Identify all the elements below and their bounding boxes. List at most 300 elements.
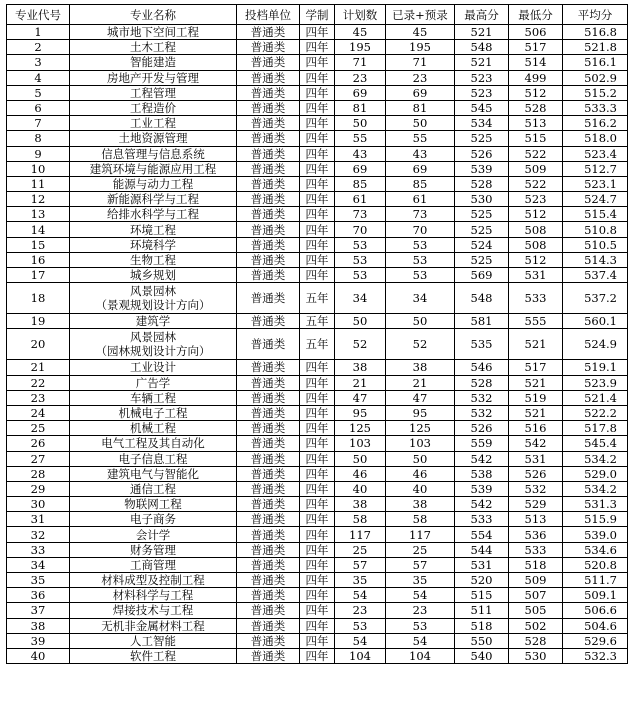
- cell-major-name: 给排水科学与工程: [70, 207, 237, 222]
- cell-min-score: 513: [509, 116, 563, 131]
- cell-admission-unit: 普通类: [237, 314, 300, 329]
- cell-plan-count: 34: [335, 283, 386, 314]
- cell-major-code: 27: [7, 451, 70, 466]
- cell-plan-count: 23: [335, 70, 386, 85]
- cell-admitted-count: 53: [386, 252, 455, 267]
- cell-min-score: 517: [509, 360, 563, 375]
- admission-score-table: [6, 4, 628, 664]
- cell-max-score: 523: [455, 70, 509, 85]
- table-row: [7, 237, 628, 252]
- cell-duration: 四年: [300, 55, 335, 70]
- cell-duration: 四年: [300, 360, 335, 375]
- cell-avg-score: 521.4: [563, 390, 628, 405]
- cell-duration: 四年: [300, 40, 335, 55]
- cell-major-name: 环境工程: [70, 222, 237, 237]
- cell-plan-count: 58: [335, 512, 386, 527]
- table-row: [7, 421, 628, 436]
- cell-plan-count: 95: [335, 405, 386, 420]
- cell-major-code: 38: [7, 618, 70, 633]
- cell-min-score: 512: [509, 85, 563, 100]
- table-row: [7, 466, 628, 481]
- cell-max-score: 548: [455, 283, 509, 314]
- cell-admission-unit: 普通类: [237, 25, 300, 40]
- table-header: [7, 5, 628, 25]
- cell-admission-unit: 普通类: [237, 222, 300, 237]
- cell-admitted-count: 125: [386, 421, 455, 436]
- cell-avg-score: 510.5: [563, 237, 628, 252]
- cell-avg-score: 529.6: [563, 633, 628, 648]
- cell-admission-unit: 普通类: [237, 268, 300, 283]
- cell-admission-unit: 普通类: [237, 360, 300, 375]
- cell-admission-unit: 普通类: [237, 146, 300, 161]
- cell-max-score: 559: [455, 436, 509, 451]
- cell-max-score: 545: [455, 100, 509, 115]
- cell-duration: 四年: [300, 268, 335, 283]
- cell-avg-score: 516.8: [563, 25, 628, 40]
- cell-major-code: 22: [7, 375, 70, 390]
- table-row: [7, 329, 628, 360]
- cell-duration: 四年: [300, 70, 335, 85]
- cell-plan-count: 81: [335, 100, 386, 115]
- cell-min-score: 542: [509, 436, 563, 451]
- cell-plan-count: 38: [335, 497, 386, 512]
- cell-major-code: 37: [7, 603, 70, 618]
- cell-major-code: 18: [7, 283, 70, 314]
- cell-admission-unit: 普通类: [237, 557, 300, 572]
- cell-major-name: 焊接技术与工程: [70, 603, 237, 618]
- cell-major-name: 城乡规划: [70, 268, 237, 283]
- cell-duration: 四年: [300, 222, 335, 237]
- cell-admitted-count: 38: [386, 497, 455, 512]
- cell-min-score: 508: [509, 237, 563, 252]
- cell-max-score: 539: [455, 481, 509, 496]
- table-row: [7, 375, 628, 390]
- cell-avg-score: 509.1: [563, 588, 628, 603]
- table-row: [7, 451, 628, 466]
- cell-admitted-count: 95: [386, 405, 455, 420]
- cell-max-score: 521: [455, 55, 509, 70]
- cell-major-code: 36: [7, 588, 70, 603]
- cell-duration: 四年: [300, 436, 335, 451]
- cell-major-name: 通信工程: [70, 481, 237, 496]
- cell-max-score: 528: [455, 375, 509, 390]
- cell-max-score: 530: [455, 192, 509, 207]
- cell-major-name: 材料科学与工程: [70, 588, 237, 603]
- cell-duration: 四年: [300, 131, 335, 146]
- cell-major-code: 13: [7, 207, 70, 222]
- cell-max-score: 526: [455, 146, 509, 161]
- cell-admitted-count: 69: [386, 85, 455, 100]
- cell-duration: 四年: [300, 542, 335, 557]
- major-name-line: 风景园林: [130, 330, 176, 345]
- cell-admission-unit: 普通类: [237, 55, 300, 70]
- cell-major-name: 电子信息工程: [70, 451, 237, 466]
- cell-major-code: 19: [7, 314, 70, 329]
- cell-admission-unit: 普通类: [237, 237, 300, 252]
- cell-plan-count: 54: [335, 588, 386, 603]
- cell-major-code: 20: [7, 329, 70, 360]
- cell-admission-unit: 普通类: [237, 116, 300, 131]
- cell-min-score: 512: [509, 207, 563, 222]
- cell-max-score: 521: [455, 25, 509, 40]
- cell-admitted-count: 47: [386, 390, 455, 405]
- header-major-code: 专业代号: [7, 5, 70, 25]
- cell-duration: 四年: [300, 588, 335, 603]
- cell-min-score: 531: [509, 451, 563, 466]
- cell-min-score: 499: [509, 70, 563, 85]
- header-row: [7, 5, 628, 25]
- cell-admitted-count: 54: [386, 633, 455, 648]
- cell-admitted-count: 23: [386, 603, 455, 618]
- cell-plan-count: 104: [335, 648, 386, 663]
- cell-major-code: 21: [7, 360, 70, 375]
- cell-avg-score: 515.4: [563, 207, 628, 222]
- cell-duration: 五年: [300, 329, 335, 360]
- table-row: [7, 268, 628, 283]
- cell-duration: 四年: [300, 85, 335, 100]
- cell-admission-unit: 普通类: [237, 648, 300, 663]
- cell-min-score: 507: [509, 588, 563, 603]
- cell-admission-unit: 普通类: [237, 466, 300, 481]
- cell-admitted-count: 23: [386, 70, 455, 85]
- cell-max-score: 515: [455, 588, 509, 603]
- cell-major-code: 15: [7, 237, 70, 252]
- cell-max-score: 511: [455, 603, 509, 618]
- cell-max-score: 581: [455, 314, 509, 329]
- cell-plan-count: 47: [335, 390, 386, 405]
- cell-major-name: 智能建造: [70, 55, 237, 70]
- cell-min-score: 517: [509, 40, 563, 55]
- cell-major-name: 环境科学: [70, 237, 237, 252]
- header-max-score: 最高分: [455, 5, 509, 25]
- table-row: [7, 390, 628, 405]
- cell-avg-score: 504.6: [563, 618, 628, 633]
- cell-admission-unit: 普通类: [237, 40, 300, 55]
- cell-min-score: 532: [509, 481, 563, 496]
- cell-duration: 四年: [300, 633, 335, 648]
- cell-plan-count: 53: [335, 618, 386, 633]
- table-row: [7, 360, 628, 375]
- cell-avg-score: 502.9: [563, 70, 628, 85]
- cell-avg-score: 560.1: [563, 314, 628, 329]
- major-name-line: 风景园林: [130, 284, 176, 299]
- cell-major-code: 26: [7, 436, 70, 451]
- table-row: [7, 588, 628, 603]
- cell-admission-unit: 普通类: [237, 497, 300, 512]
- cell-duration: 四年: [300, 25, 335, 40]
- cell-duration: 五年: [300, 314, 335, 329]
- cell-avg-score: 537.2: [563, 283, 628, 314]
- cell-major-code: 4: [7, 70, 70, 85]
- cell-major-code: 34: [7, 557, 70, 572]
- cell-admission-unit: 普通类: [237, 512, 300, 527]
- cell-min-score: 519: [509, 390, 563, 405]
- cell-max-score: 534: [455, 116, 509, 131]
- cell-admitted-count: 61: [386, 192, 455, 207]
- table-row: [7, 25, 628, 40]
- table-row: [7, 70, 628, 85]
- header-min-score: 最低分: [509, 5, 563, 25]
- cell-major-name: 生物工程: [70, 252, 237, 267]
- cell-major-name: 工业工程: [70, 116, 237, 131]
- table-row: [7, 85, 628, 100]
- cell-avg-score: 545.4: [563, 436, 628, 451]
- cell-major-code: 33: [7, 542, 70, 557]
- cell-major-code: 17: [7, 268, 70, 283]
- cell-admitted-count: 45: [386, 25, 455, 40]
- cell-avg-score: 523.4: [563, 146, 628, 161]
- cell-admission-unit: 普通类: [237, 633, 300, 648]
- cell-duration: 四年: [300, 161, 335, 176]
- cell-avg-score: 523.9: [563, 375, 628, 390]
- cell-major-name: 房地产开发与管理: [70, 70, 237, 85]
- cell-admitted-count: 38: [386, 360, 455, 375]
- cell-duration: 四年: [300, 451, 335, 466]
- cell-avg-score: 529.0: [563, 466, 628, 481]
- cell-avg-score: 510.8: [563, 222, 628, 237]
- cell-duration: 四年: [300, 497, 335, 512]
- cell-admission-unit: 普通类: [237, 390, 300, 405]
- cell-duration: 四年: [300, 237, 335, 252]
- cell-min-score: 512: [509, 252, 563, 267]
- cell-avg-score: 532.3: [563, 648, 628, 663]
- cell-max-score: 531: [455, 557, 509, 572]
- cell-major-name: [70, 329, 237, 360]
- cell-avg-score: 524.7: [563, 192, 628, 207]
- admission-table-container: [6, 4, 628, 664]
- cell-duration: 四年: [300, 512, 335, 527]
- cell-admitted-count: 50: [386, 116, 455, 131]
- cell-major-name: 工程管理: [70, 85, 237, 100]
- cell-admission-unit: 普通类: [237, 481, 300, 496]
- cell-plan-count: 50: [335, 116, 386, 131]
- cell-avg-score: 524.9: [563, 329, 628, 360]
- cell-major-code: 14: [7, 222, 70, 237]
- cell-plan-count: 23: [335, 603, 386, 618]
- cell-major-name: 信息管理与信息系统: [70, 146, 237, 161]
- cell-admitted-count: 117: [386, 527, 455, 542]
- cell-major-code: 7: [7, 116, 70, 131]
- cell-plan-count: 70: [335, 222, 386, 237]
- cell-admission-unit: 普通类: [237, 161, 300, 176]
- cell-max-score: 525: [455, 207, 509, 222]
- cell-max-score: 535: [455, 329, 509, 360]
- cell-duration: 四年: [300, 176, 335, 191]
- cell-duration: 四年: [300, 481, 335, 496]
- cell-plan-count: 45: [335, 25, 386, 40]
- cell-avg-score: 515.2: [563, 85, 628, 100]
- table-row: [7, 207, 628, 222]
- cell-major-code: 8: [7, 131, 70, 146]
- cell-admitted-count: 50: [386, 314, 455, 329]
- cell-plan-count: 53: [335, 268, 386, 283]
- cell-admitted-count: 21: [386, 375, 455, 390]
- cell-avg-score: 534.2: [563, 451, 628, 466]
- cell-max-score: 520: [455, 573, 509, 588]
- cell-major-name: 机械工程: [70, 421, 237, 436]
- cell-min-score: 506: [509, 25, 563, 40]
- cell-admitted-count: 195: [386, 40, 455, 55]
- table-row: [7, 542, 628, 557]
- cell-min-score: 516: [509, 421, 563, 436]
- cell-avg-score: 531.3: [563, 497, 628, 512]
- cell-admission-unit: 普通类: [237, 542, 300, 557]
- cell-admission-unit: 普通类: [237, 192, 300, 207]
- cell-duration: 四年: [300, 466, 335, 481]
- cell-plan-count: 125: [335, 421, 386, 436]
- cell-min-score: 515: [509, 131, 563, 146]
- cell-admission-unit: 普通类: [237, 603, 300, 618]
- header-major-name: 专业名称: [70, 5, 237, 25]
- cell-plan-count: 55: [335, 131, 386, 146]
- cell-major-name: 财务管理: [70, 542, 237, 557]
- cell-admitted-count: 40: [386, 481, 455, 496]
- cell-max-score: 539: [455, 161, 509, 176]
- cell-plan-count: 54: [335, 633, 386, 648]
- cell-admitted-count: 55: [386, 131, 455, 146]
- cell-major-code: 30: [7, 497, 70, 512]
- cell-avg-score: 533.3: [563, 100, 628, 115]
- cell-avg-score: 506.6: [563, 603, 628, 618]
- cell-min-score: 514: [509, 55, 563, 70]
- cell-duration: 四年: [300, 390, 335, 405]
- cell-major-code: 32: [7, 527, 70, 542]
- cell-admission-unit: 普通类: [237, 527, 300, 542]
- cell-avg-score: 537.4: [563, 268, 628, 283]
- cell-min-score: 521: [509, 329, 563, 360]
- cell-major-name: 软件工程: [70, 648, 237, 663]
- cell-plan-count: 50: [335, 314, 386, 329]
- cell-major-name: 电子商务: [70, 512, 237, 527]
- cell-major-name: [70, 283, 237, 314]
- table-row: [7, 633, 628, 648]
- cell-max-score: 540: [455, 648, 509, 663]
- cell-plan-count: 35: [335, 573, 386, 588]
- cell-admitted-count: 81: [386, 100, 455, 115]
- cell-max-score: 523: [455, 85, 509, 100]
- cell-min-score: 509: [509, 161, 563, 176]
- table-row: [7, 603, 628, 618]
- cell-admitted-count: 43: [386, 146, 455, 161]
- cell-max-score: 526: [455, 421, 509, 436]
- cell-duration: 四年: [300, 405, 335, 420]
- table-row: [7, 512, 628, 527]
- cell-max-score: 525: [455, 252, 509, 267]
- cell-admission-unit: 普通类: [237, 588, 300, 603]
- cell-plan-count: 21: [335, 375, 386, 390]
- cell-min-score: 526: [509, 466, 563, 481]
- cell-min-score: 523: [509, 192, 563, 207]
- cell-min-score: 533: [509, 542, 563, 557]
- cell-admission-unit: 普通类: [237, 618, 300, 633]
- table-row: [7, 557, 628, 572]
- cell-plan-count: 61: [335, 192, 386, 207]
- cell-avg-score: 516.2: [563, 116, 628, 131]
- cell-avg-score: 516.1: [563, 55, 628, 70]
- cell-admitted-count: 35: [386, 573, 455, 588]
- cell-admitted-count: 71: [386, 55, 455, 70]
- cell-major-name: 建筑电气与智能化: [70, 466, 237, 481]
- header-plan-count: 计划数: [335, 5, 386, 25]
- cell-min-score: 521: [509, 405, 563, 420]
- cell-admission-unit: 普通类: [237, 375, 300, 390]
- cell-major-name: 土地资源管理: [70, 131, 237, 146]
- major-direction-line: （景观规划设计方向）: [95, 298, 211, 313]
- table-row: [7, 40, 628, 55]
- cell-avg-score: 518.0: [563, 131, 628, 146]
- table-row: [7, 283, 628, 314]
- table-row: [7, 648, 628, 663]
- cell-max-score: 532: [455, 390, 509, 405]
- cell-admission-unit: 普通类: [237, 131, 300, 146]
- cell-admission-unit: 普通类: [237, 421, 300, 436]
- cell-avg-score: 534.2: [563, 481, 628, 496]
- cell-duration: 四年: [300, 252, 335, 267]
- cell-max-score: 542: [455, 497, 509, 512]
- cell-major-name: 无机非金属材料工程: [70, 618, 237, 633]
- cell-plan-count: 69: [335, 161, 386, 176]
- cell-admitted-count: 25: [386, 542, 455, 557]
- table-row: [7, 252, 628, 267]
- cell-plan-count: 71: [335, 55, 386, 70]
- cell-max-score: 532: [455, 405, 509, 420]
- cell-admission-unit: 普通类: [237, 100, 300, 115]
- cell-max-score: 550: [455, 633, 509, 648]
- table-row: [7, 497, 628, 512]
- cell-plan-count: 85: [335, 176, 386, 191]
- cell-min-score: 533: [509, 283, 563, 314]
- cell-min-score: 555: [509, 314, 563, 329]
- header-admission-unit: 投档单位: [237, 5, 300, 25]
- cell-plan-count: 53: [335, 237, 386, 252]
- cell-min-score: 513: [509, 512, 563, 527]
- cell-major-code: 3: [7, 55, 70, 70]
- cell-avg-score: 534.6: [563, 542, 628, 557]
- cell-avg-score: 511.7: [563, 573, 628, 588]
- cell-duration: 四年: [300, 618, 335, 633]
- cell-admission-unit: 普通类: [237, 176, 300, 191]
- cell-duration: 四年: [300, 557, 335, 572]
- table-row: [7, 481, 628, 496]
- cell-major-code: 29: [7, 481, 70, 496]
- cell-duration: 四年: [300, 648, 335, 663]
- cell-max-score: 538: [455, 466, 509, 481]
- table-row: [7, 436, 628, 451]
- cell-major-code: 6: [7, 100, 70, 115]
- table-row: [7, 161, 628, 176]
- table-row: [7, 527, 628, 542]
- cell-duration: 四年: [300, 116, 335, 131]
- cell-avg-score: 520.8: [563, 557, 628, 572]
- cell-major-name: 新能源科学与工程: [70, 192, 237, 207]
- cell-max-score: 544: [455, 542, 509, 557]
- table-row: [7, 176, 628, 191]
- cell-plan-count: 52: [335, 329, 386, 360]
- cell-max-score: 569: [455, 268, 509, 283]
- cell-max-score: 546: [455, 360, 509, 375]
- cell-admitted-count: 53: [386, 618, 455, 633]
- table-row: [7, 618, 628, 633]
- cell-major-code: 35: [7, 573, 70, 588]
- table-row: [7, 55, 628, 70]
- table-row: [7, 100, 628, 115]
- cell-admitted-count: 85: [386, 176, 455, 191]
- cell-admitted-count: 57: [386, 557, 455, 572]
- table-row: [7, 131, 628, 146]
- major-direction-line: （园林规划设计方向）: [95, 344, 211, 359]
- cell-avg-score: 523.1: [563, 176, 628, 191]
- cell-max-score: 548: [455, 40, 509, 55]
